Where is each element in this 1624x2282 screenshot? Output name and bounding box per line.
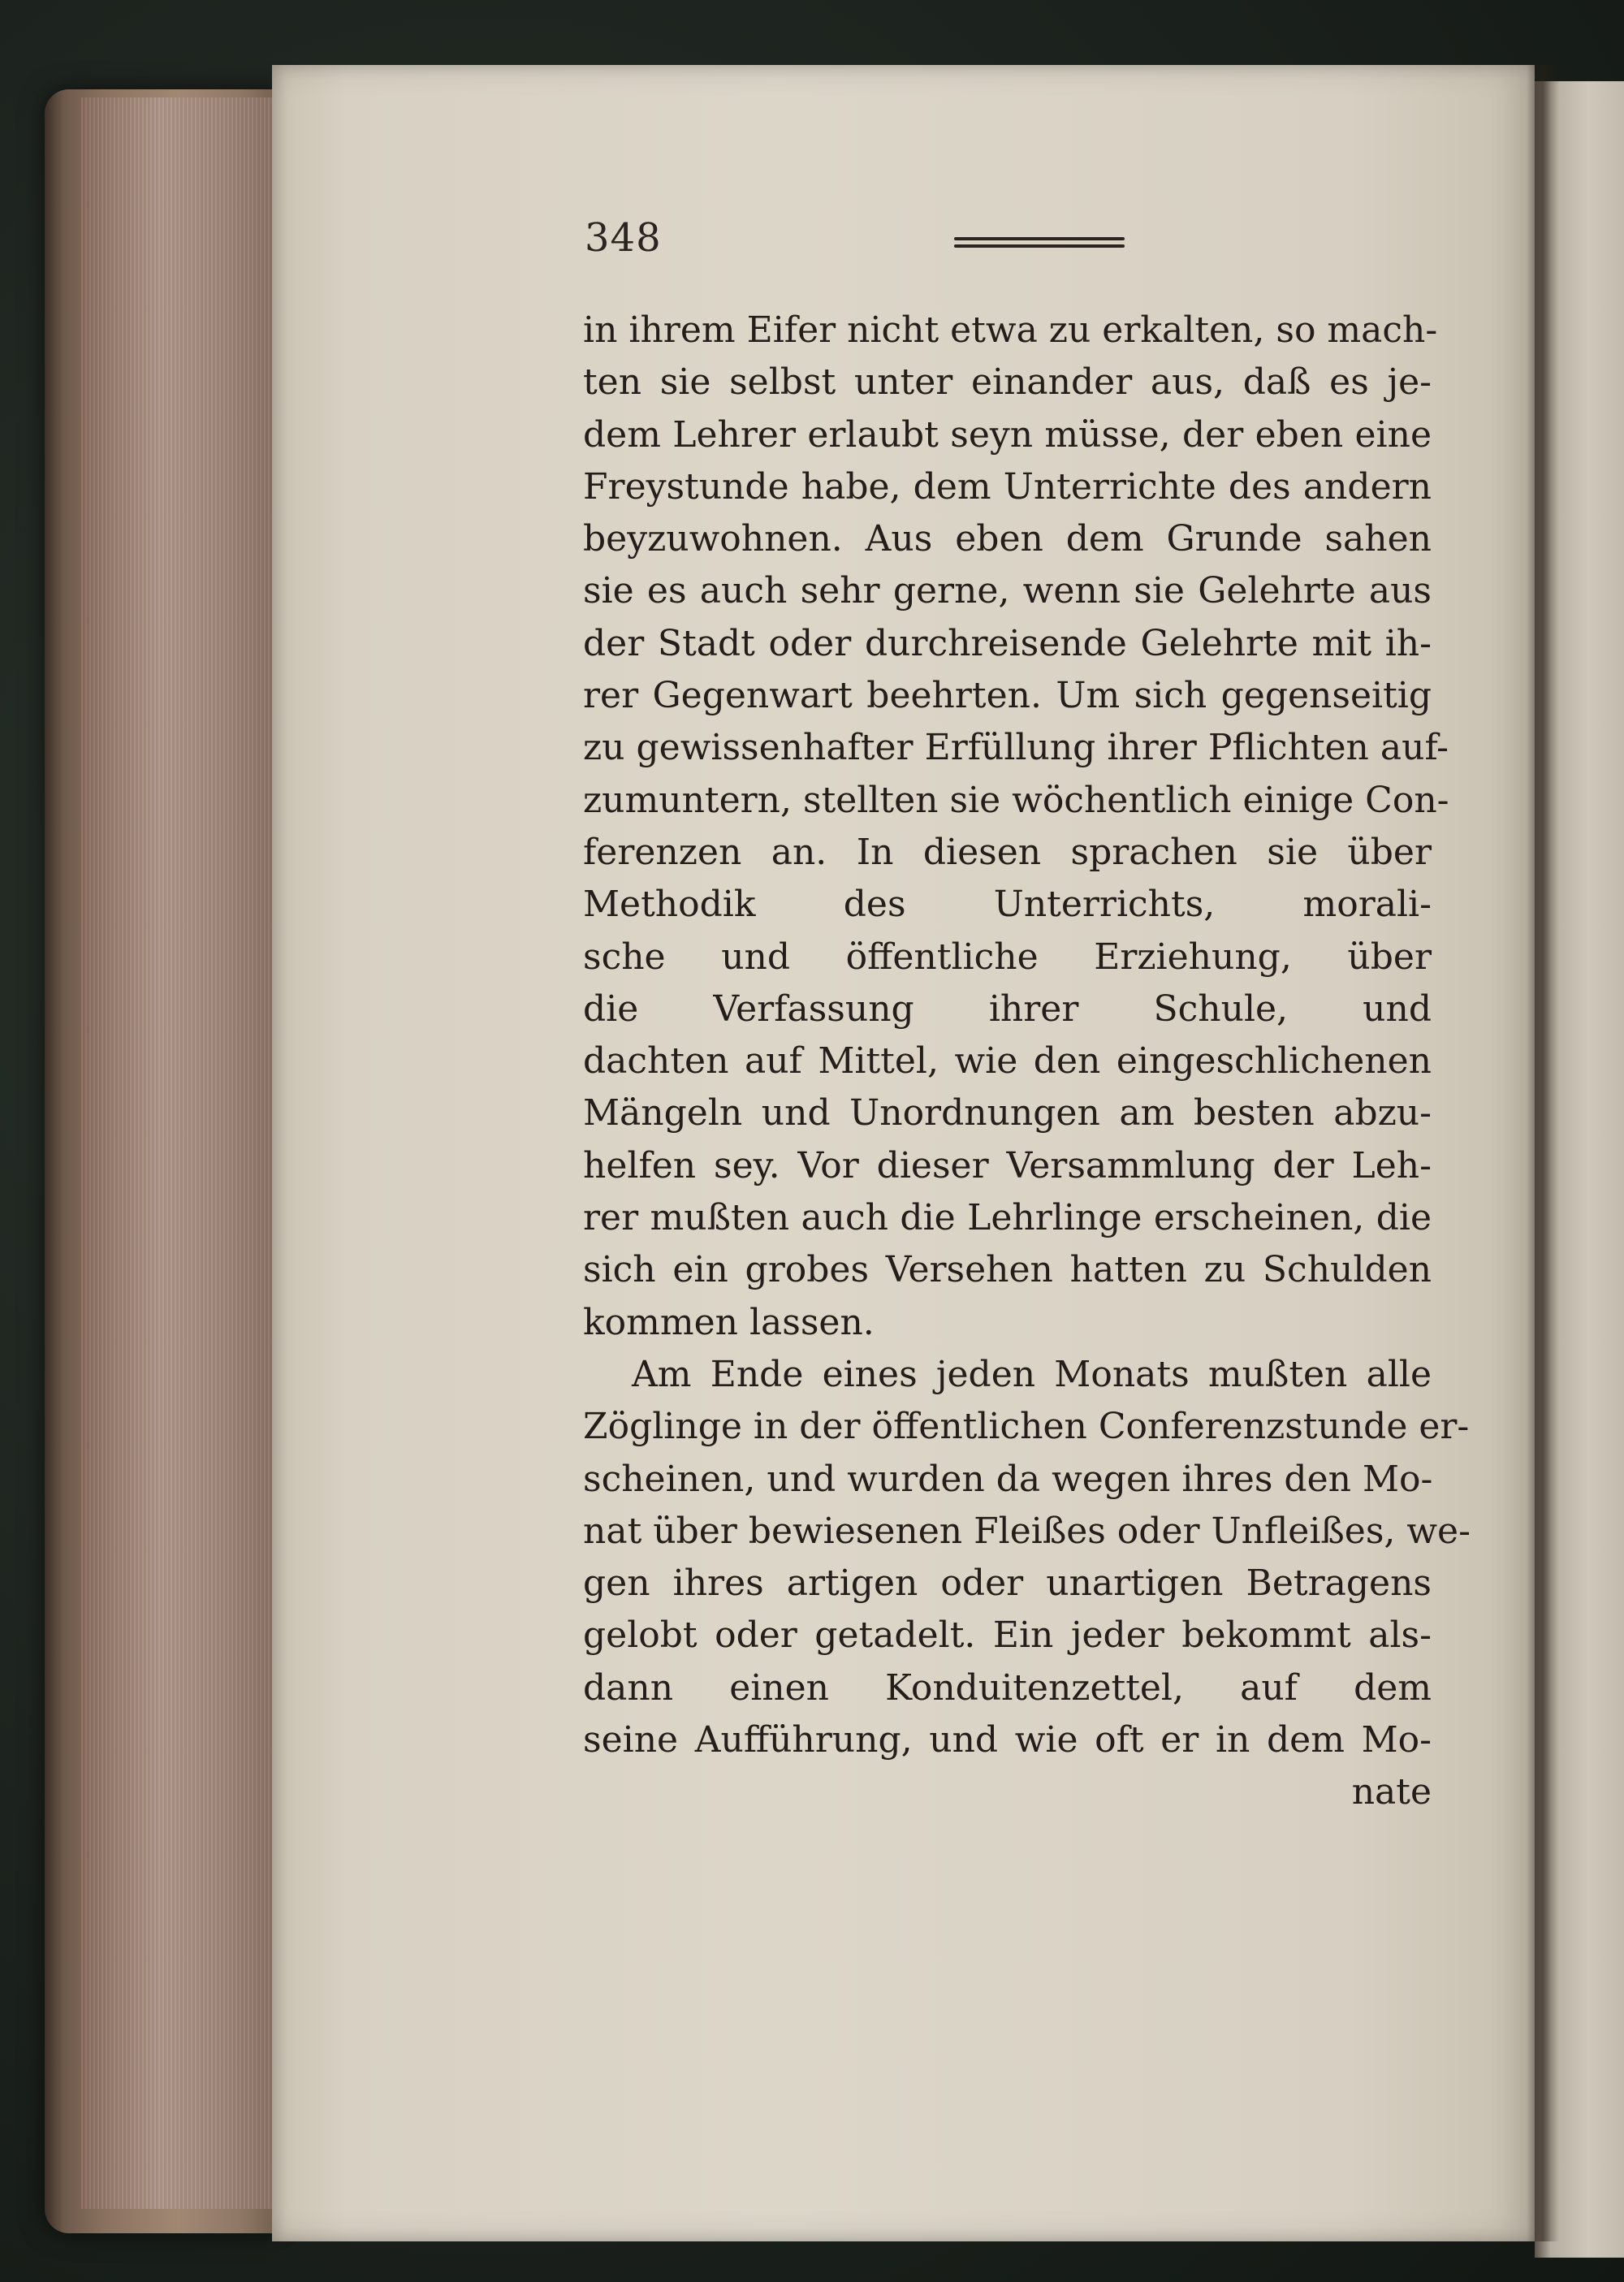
- text-line: Freystunde habe, dem Unterrichte des andern: [583, 465, 1432, 508]
- text-line: zu gewissenhafter Erfüllung ihrer Pflichten auf-: [583, 727, 1449, 769]
- text-line: scheinen, und wurden da wegen ihres den Mo-: [583, 1458, 1433, 1500]
- text-line: nat über bewiesenen Fleißes oder Unfleißes, we-: [583, 1510, 1471, 1552]
- header-rule-line: [954, 244, 1125, 248]
- text-line: Am Ende eines jeden Monats mußten alle: [632, 1353, 1432, 1395]
- text-line: beyzuwohnen. Aus eben dem Grunde sahen: [583, 518, 1432, 560]
- text-line: ten sie selbst unter einander aus, daß es je-: [583, 361, 1432, 404]
- page-number: 348: [585, 215, 662, 261]
- text-line: dachten auf Mittel, wie den eingeschlichenen: [583, 1040, 1432, 1083]
- text-line: gelobt oder getadelt. Ein jeder bekommt als-: [583, 1614, 1432, 1657]
- text-line: Zöglinge in der öffentlichen Conferenzstunde er-: [583, 1406, 1470, 1448]
- text-line: dem Lehrer erlaubt seyn müsse, der eben eine: [583, 413, 1432, 456]
- text-line: sich ein grobes Versehen hatten zu Schulden: [583, 1249, 1432, 1291]
- catchword: nate: [1351, 1771, 1432, 1813]
- text-line: sche und öffentliche Erziehung, über: [583, 936, 1432, 978]
- text-line: rer mußten auch die Lehrlinge erscheinen, die: [583, 1197, 1432, 1239]
- text-line: sie es auch sehr gerne, wenn sie Gelehrte aus: [583, 570, 1432, 612]
- text-line: Mängeln und Unordnungen am besten abzu-: [583, 1092, 1432, 1135]
- text-line: in ihrem Eifer nicht etwa zu erkalten, so mach-: [583, 309, 1438, 351]
- page-gutter: [1527, 65, 1559, 2241]
- body-text: [583, 305, 1471, 1819]
- text-line: dann einen Konduitenzettel, auf dem: [583, 1666, 1432, 1709]
- text-line: die Verfassung ihrer Schule, und: [583, 988, 1432, 1030]
- text-line: kommen lassen.: [583, 1301, 875, 1343]
- text-line: Methodik des Unterrichts, morali-: [583, 884, 1432, 926]
- text-line: gen ihres artigen oder unartigen Betragens: [583, 1562, 1432, 1605]
- header-rule: [954, 237, 1125, 249]
- text-line: der Stadt oder durchreisende Gelehrte mit ih-: [583, 622, 1432, 664]
- text-line: rer Gegenwart beehrten. Um sich gegenseitig: [583, 675, 1432, 717]
- text-line: zumuntern, stellten sie wöchentlich einige Con-: [583, 779, 1449, 821]
- header-rule-line: [954, 237, 1125, 240]
- text-line: ferenzen an. In diesen sprachen sie über: [583, 831, 1432, 873]
- page-stack-edge: [81, 97, 276, 2209]
- text-line: helfen sey. Vor dieser Versammlung der Leh-: [583, 1144, 1432, 1186]
- text-line: seine Aufführung, und wie oft er in dem Mo-: [583, 1719, 1432, 1761]
